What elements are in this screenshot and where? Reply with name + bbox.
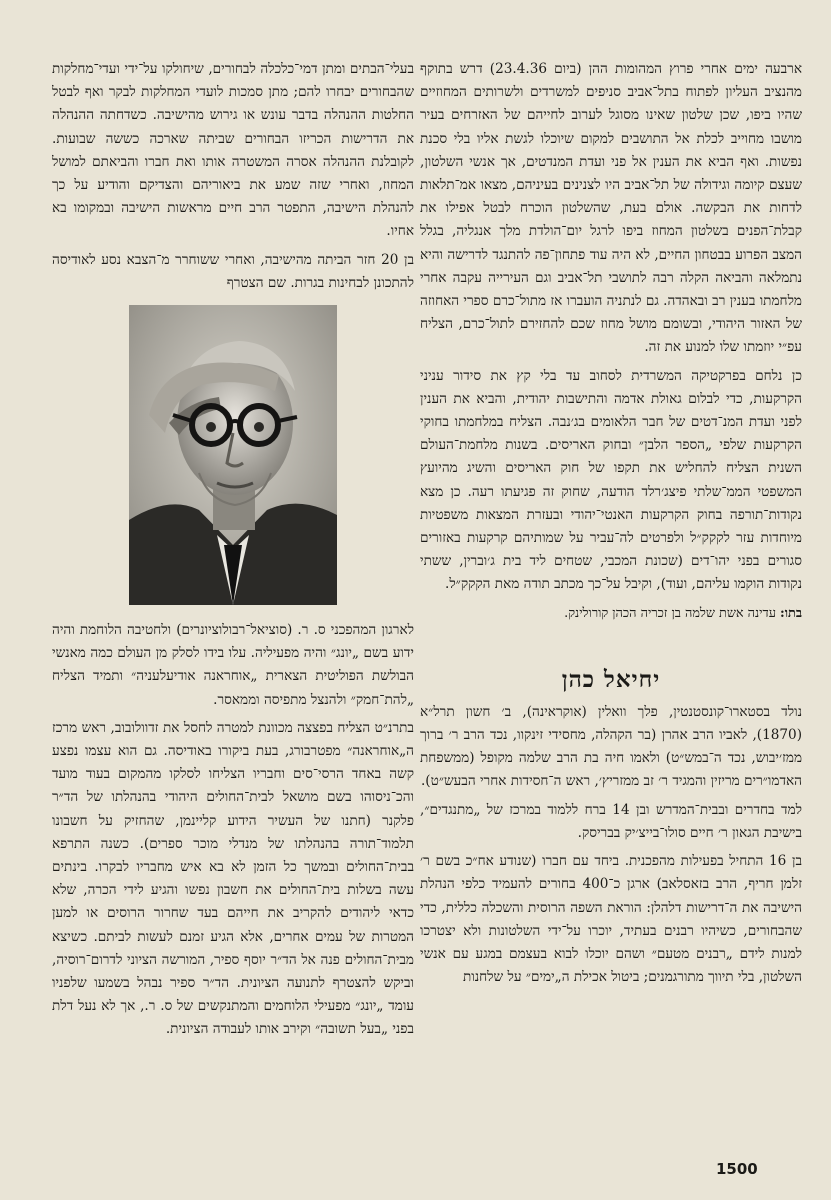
paragraph-sr-party: לארגון המהפכני ס. ר. (סוציאל־רבולוציונרים) ולחטיבה הלוחמת והיה ידוע בשם „יונג״ והיה מפעיליה. עלו בידו לסלק מן העולם כמה מאנשי הבולשת הפוליטית הצארית „אוחראנה אודיעלעניה״ ותמיד הצליח „להת־חמק״ ולהנצל מתפיסה וממאסר.	[52, 622, 414, 708]
daughter-byline	[420, 602, 802, 625]
paragraph-land-offices: ארבעה ימים אחרי פרוץ המהומות ההן (ביום 23.4.36) דרש בתוקף מהנציב העליון לפתוח בתל־אביב סניפים למשרדים ולשרותים המחוזיים שהיו ביפו, שכן שלטון שאינו מסוגל לערוב לחייהם של האזרחים בעיר מושבו מחוייב לכלת אל התושבים למקום שיוכלו לגשת אליו בלי סכנת נפשות. ואף הביא את הענין אל פני ועדת המנדטים, אך אנשי השלטון, שעצם קיומה וגידולה של תל־אביב היו לצנינים בעיניהם, מצאו אמ־תלאות לדחות את הבקשה. אולם בעת, שהשלטון הוכרח לבטל אפילו את קבלת־הפנים בשלטון המחוז ביפו לרגל יום־הולדת מלך אנגליה, בגלל המצב הפרוע בבטחון החיים, לא היה עוד פתחון־פה להתנגד לדרישה והיא נתמלאה והביאה הקלה רבה לתושבי תל־אביב וגם העירייה עקבה אחרי מלחמתו בענין רב ובאהדה. גם לנתניה הועברו אז מתול־כרם ספרי האחוזה של האזור היהודי, ובשומם מושל מחוז שכם להחזירם לתול־כרם, הצליח עפ״י יוזמתו שלו למנוע את זה.	[420, 61, 802, 356]
byline-text: עדינה אשת שלמה בן זכריה הכהן קורולינק.	[564, 605, 776, 621]
portrait-photo	[129, 305, 337, 605]
paragraph-study: למד בחדרים ובבית־המדרש ובן 14 ברח ללמוד במרכז של „מתנגדים״, בישיבת הגאון ר׳ חיים סולו־בייצ׳יק בבריסק.	[420, 801, 802, 841]
paragraph-strike: בעלי־הבתים ומתן דמי־כלכלה לבחורים, שיחולקו על־ידי ועדי־מחלקות שהבחורים יבחרו להם; מתן סמכות לועדי המחלקות לבקר ואף לבטל החלטות ההנהלה בדבר עונש או גירוש מהישיבה. כשדחתה ההנהלה את הדרישות הכריזו הבחורים שביתה שארכה כששה שבועות. לקובלנת ההנהלה אסרה המשטרה אותו ואת חברו והביאתם למושל המחוז, ואחרי שזה שמע את ביאוריהם והצדיקם והודיע על כך להנהלת הישיבה, התפטר הרב חיים מראשות הישיבה ובמקומו בא אחיו.	[52, 61, 414, 240]
byline-label: בתו:	[780, 605, 802, 621]
paragraph-odessa: בן 20 חזר הביתה מהישיבה, ואחרי ששוחרר מ־הצבא נסע לאודיסה להתכונן לבחינות בגרות. שם הצטרף	[52, 251, 414, 291]
left-column	[52, 58, 414, 1178]
portrait-photo-icon	[129, 305, 337, 605]
paragraph-birth: נולד בסטארו־קונסטנטין, פלך וואלין (אוקראינה), ב׳ חשון תרל״א (1870), לאביו הרב אהרן (בר הקהלה, מחסידי זינקוו, נכד הרב ר׳ ברוך ממז׳יבוש, נכד ה־במש״ט) ולאמו חיה בת הרב שלמה מקופל (ממשפחת האדמו״רים מריזין והמגיד ר׳ זב ממזריץ׳, ראש ה־חסידות אחרי הבעש״ט).	[420, 703, 802, 790]
paragraph-bombing: בתרנ״ט הצליח בפצצה מכוונת למטרה לחסל את זדוולובוב, ראש מרכז ה„אוחראנה״ מפטרבורג, בעת ביקורו באודיסה. גם הוא עצמו נפצע קשה באחד הרסי־סים וחבריו הצליחו לסלקו מהמקום בעוד מועד והכ־ניסוהו בשם מושאל לבית־החולים היהודי בהנהלתו של הד״ר פלקנר (חתנו של העשיר הידוע קליינמן, שהחזיק על חשבונו תלמוד־תורה בהנהלתו של מנדלי מוכר ספרים). כשנה התרפא בבית־החולים ובמשך כל הזמן לא בא איש מחבריו לבקרו. בינתים עשה בשלות בית־החולים את חשבון נפשו והגיע לידי הכרה, שלא כדאי ליהודים להקריב את חייהם בעד שחרור הרוסים או למען המטרות של עמים אחרים, אלא הגיע זמנם לעשות לביתם. כשיצא מבית־החולים פנה אל הד״ר יוסף ספיר, המורשה הציוני לדרום־רוסיה, וביקש להצטרף לתנועה הציונית. הד״ר ספיר נבהל בשמעו שלפניו עומד „יונג״ מפעילי הלוחמים והמתנקשים של ס. ר., אך לא נעל דלת בפני „בעל תשובה״ וקירב אותו לעבודה הציונית.	[52, 719, 414, 1038]
bio-heading: יחיאל כהן	[561, 665, 661, 693]
paragraph-revolutionary: בן 16 התחיל בפעילות מהפכנית. ביחד עם חברו (שנודע אח״כ בשם ר׳ זלמן חריף, הרב בזאסלאב) ארגן כ־400 בחורים להעמיד כלפי הנהלת הישיבה את ה־דרישות דלהלן: הוראת השפה הרוסית והשכלה כללית, כדי שהבחורים, כשיהיו רבנים בעתיד, יוכרו על־ידי השלטונות ולא יצטרכו למנות לידם „רבנים מטעם״ ושהם יוכלו לבוא בעצמם במגע עם אנשי השלטון, בלי תיווך מתורגמנים; ביטול אכילת ה„ימים״ על שלחנות	[420, 853, 802, 986]
page-number: 1500	[716, 1160, 758, 1178]
right-column	[420, 58, 802, 1178]
paragraph-land-laws: כן נלחם בפרקטיקה המשרדית לסחוב עד בלי קץ את סידור עניני הקרקעות, כדי לבלום גאולת אדמה והתישבות יהודית, והביא את הענין לפני ועדת המנ־דטים של חבר הלאומים בג׳נבה. הצליח במלחמתו בחוקי הקרקעות שלפי „הספר הלבן״ ובחוק האריסים. בשנות מלחמת־העולם השנית הצליח להחליש את תקפו של חוק האריסים והשיג מהיועץ המשפטי הממ־שלתי פיצג׳רלד הודעה, שחוק זה פגיעתו רעה. כן מצא נקודות־תורפה בחוק הקרקעות האנטי־יהודי ובעזרת המצאות משפטיות מיוחדות עזר לקקק״ל ולפרטים לה־עביר על שמותיהם קרקעות באזורים סגורים בפני יהו־דים (שכונת המכבי, שטחים ליד בית ג׳וברין, ששתי נקודות הוקמו עליהם, ועוד), וקיבל על־כך מכתב תודה מאת הקקק״ל.	[420, 367, 802, 593]
